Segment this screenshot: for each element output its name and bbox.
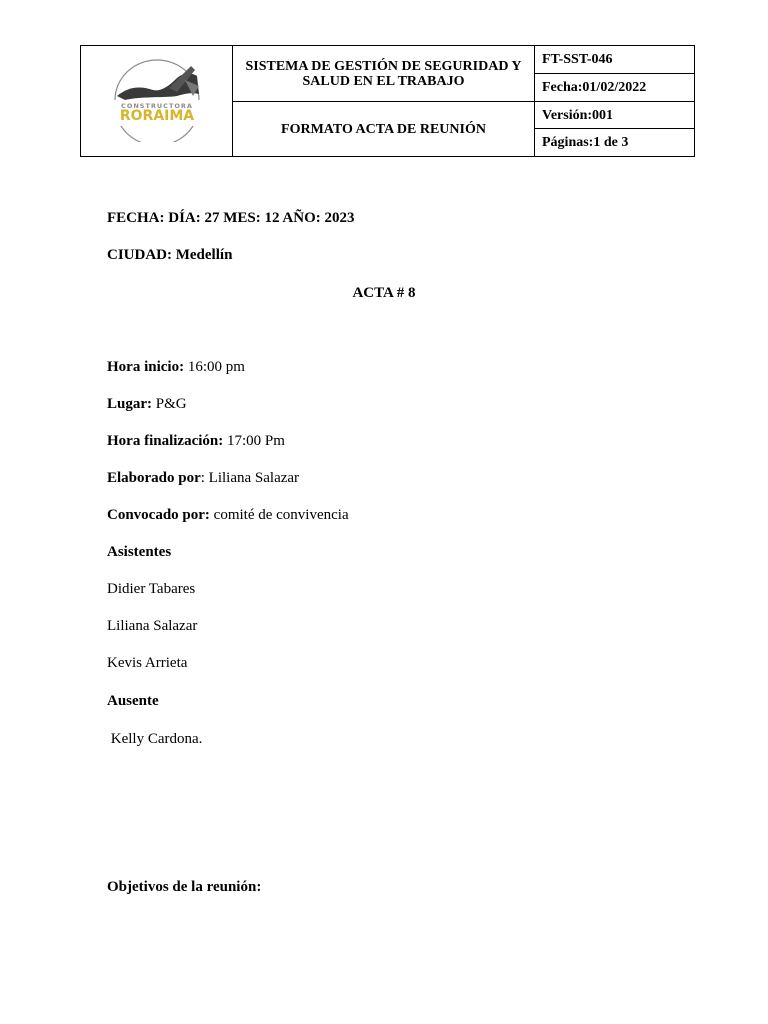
place-value: P&G [152, 396, 187, 412]
format-title: FORMATO ACTA DE REUNIÓN [233, 102, 535, 157]
prepared-by-label: Elaborado por [107, 470, 201, 486]
start-time-label: Hora inicio: [107, 359, 185, 375]
document-version: Versión:001 [535, 102, 695, 129]
meeting-date-line: FECHA: DÍA: 27 MES: 12 AÑO: 2023 [107, 210, 355, 226]
attendees-heading: Asistentes [107, 544, 172, 560]
document-code: FT-SST-046 [535, 46, 695, 74]
convened-by-line [107, 506, 349, 524]
place-line [107, 395, 187, 413]
roraima-logo-icon [107, 56, 207, 142]
logo-top-text: CONSTRUCTORA [120, 102, 193, 110]
start-time-value: 16:00 pm [184, 359, 245, 375]
place-label: Lugar: [107, 396, 152, 412]
attendee-item: Liliana Salazar [107, 618, 198, 634]
end-time-line [107, 432, 285, 450]
objectives-heading: Objetivos de la reunión: [107, 879, 262, 895]
attendee-item: Didier Tabares [107, 581, 196, 597]
end-time-label: Hora finalización: [107, 433, 224, 449]
convened-by-value: comité de convivencia [209, 507, 349, 523]
system-title: SISTEMA DE GESTIÓN DE SEGURIDAD Y SALUD EN EL TRABAJO [233, 46, 535, 102]
prepared-by-value: : Liliana Salazar [200, 470, 300, 486]
city-line: CIUDAD: Medellín [107, 247, 233, 263]
attendee-item: Kevis Arrieta [107, 655, 188, 671]
document-pages: Páginas:1 de 3 [535, 129, 695, 157]
end-time-value: 17:00 Pm [223, 433, 285, 449]
start-time-line [107, 358, 245, 376]
acta-title: ACTA # 8 [352, 285, 416, 301]
logo-name: RORAIMA [119, 108, 194, 124]
document-header-table [80, 45, 695, 157]
absent-heading: Ausente [107, 693, 159, 709]
document-date: Fecha:01/02/2022 [535, 74, 695, 102]
absent-item: Kelly Cardona. [107, 731, 203, 747]
prepared-by-line [107, 469, 299, 487]
company-logo [81, 46, 233, 157]
convened-by-label: Convocado por: [107, 507, 210, 523]
